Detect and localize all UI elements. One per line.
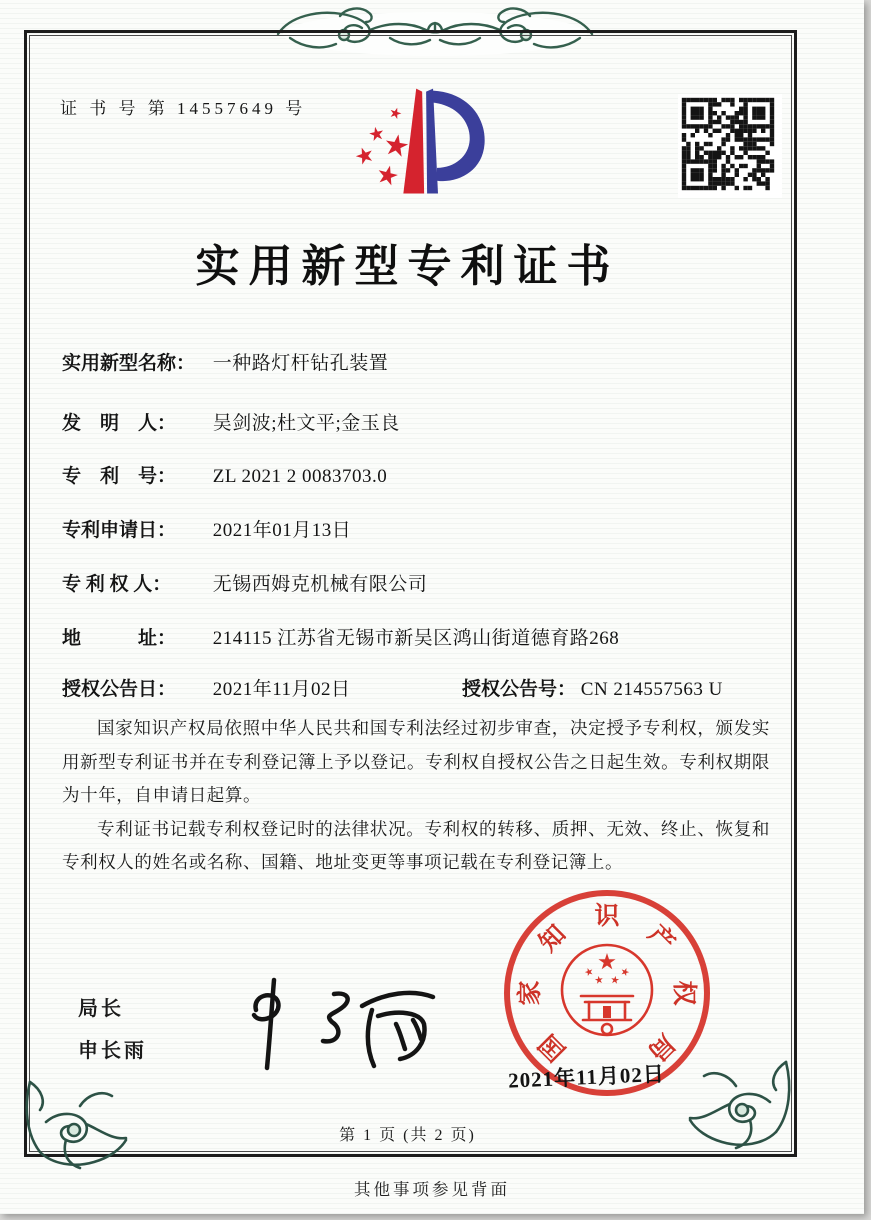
page-indicator: 第 1 页 (共 2 页) <box>339 1127 476 1144</box>
field-label: 授权公告号： <box>462 679 577 700</box>
field-label: 授权公告日： <box>62 679 177 700</box>
field-label: 专 利 号： <box>62 466 177 487</box>
field-label: 地 址： <box>62 628 177 649</box>
certificate-title: 实用新型专利证书 <box>195 242 620 291</box>
field-inventors <box>62 408 774 435</box>
seal-date: 2021年11月02日 <box>507 1061 666 1093</box>
field-label: 专 利 权 人： <box>62 574 172 595</box>
field-grant-date <box>62 674 774 701</box>
field-value: 一种路灯杆钻孔装置 <box>212 353 389 374</box>
certificate-number: 证 书 号 第 14557649 号 <box>60 99 307 118</box>
field-label: 专利申请日： <box>62 520 177 541</box>
field-value: CN 214557563 U <box>580 679 723 700</box>
field-value: 214115 江苏省无锡市新吴区鸿山街道德育路268 <box>212 628 620 649</box>
field-value: 2021年01月13日 <box>212 520 352 541</box>
field-application-date <box>62 515 774 542</box>
field-utility-model-name <box>62 348 774 375</box>
qr-code-icon <box>678 94 782 198</box>
commissioner-name: 申长雨 <box>78 1040 147 1062</box>
commissioner-title: 局长 <box>78 998 124 1020</box>
national-emblem-icon <box>557 934 657 1044</box>
field-value: 2021年11月02日 <box>212 679 351 700</box>
legal-paragraph-2: 专利证书记载专利权登记时的法律状况。专利权的转移、质押、无效、终止、恢复和专利权人的姓名或名称、国籍、地址变更等事项记载在专利登记簿上。 <box>62 818 770 873</box>
field-label: 发 明 人： <box>62 413 177 434</box>
field-patent-number <box>62 461 774 488</box>
field-address <box>62 623 774 650</box>
field-value: 吴剑波;杜文平;金玉良 <box>212 413 400 434</box>
field-label: 实用新型名称： <box>62 353 196 374</box>
legal-text-block <box>62 712 770 880</box>
back-side-note: 其他事项参见背面 <box>354 1180 510 1199</box>
signature-icon <box>212 968 447 1078</box>
legal-paragraph-1: 国家知识产权局依照中华人民共和国专利法经过初步审查，决定授予专利权，颁发实用新型专利证书并在专利登记簿上予以登记。专利权自授权公告之日起生效。专利权期限为十年，自申请日起算。 <box>62 718 770 806</box>
field-patentee <box>62 569 774 596</box>
field-value: ZL 2021 2 0083703.0 <box>212 466 388 487</box>
field-grant-number <box>462 674 723 701</box>
cnipa-logo-icon <box>338 82 536 218</box>
field-value: 无锡西姆克机械有限公司 <box>212 574 428 595</box>
official-seal: 国 家 知 识 产 权 局 <box>504 890 710 1096</box>
